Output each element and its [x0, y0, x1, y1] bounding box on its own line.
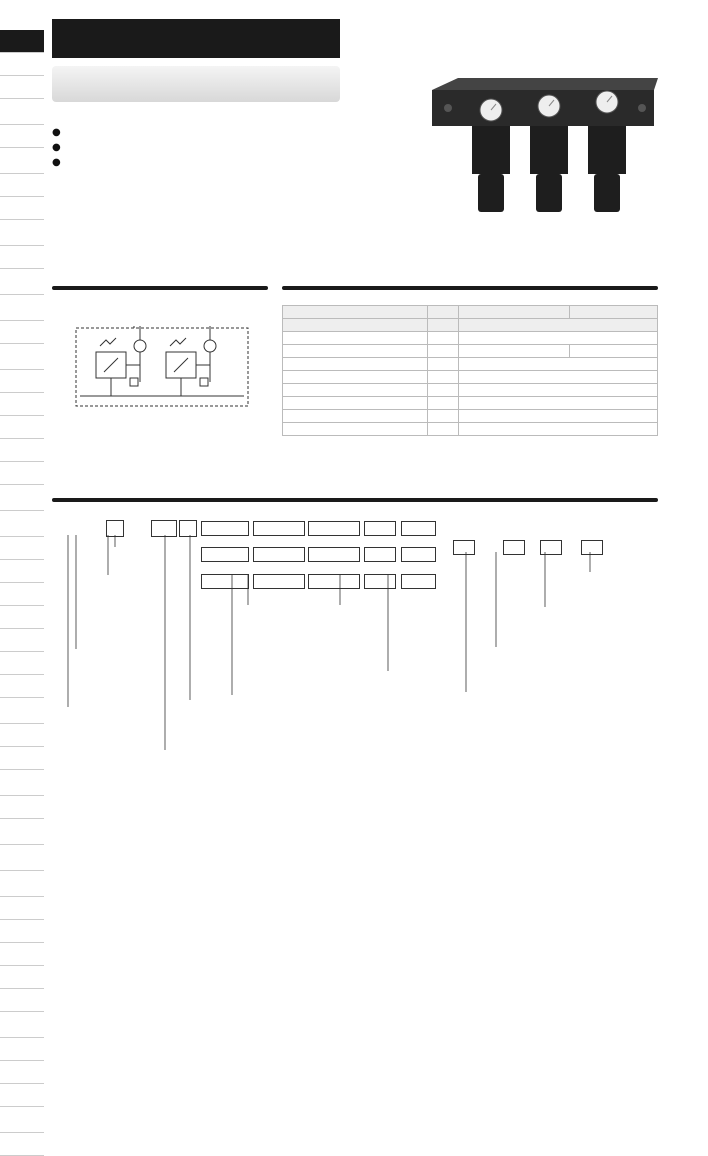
- table-cell: [283, 345, 428, 358]
- sidebar-item[interactable]: [0, 1038, 44, 1061]
- sidebar-item[interactable]: [0, 1133, 44, 1156]
- table-cell: [428, 358, 459, 371]
- sidebar-item[interactable]: [0, 295, 44, 321]
- table-cell: [459, 397, 658, 410]
- table-row: [283, 319, 658, 332]
- sidebar-item[interactable]: [0, 416, 44, 439]
- feature-list: [52, 125, 61, 170]
- table-cell: [428, 371, 459, 384]
- table-cell: [459, 332, 658, 345]
- table-row: [283, 358, 658, 371]
- table-cell: [283, 410, 428, 423]
- sidebar-item[interactable]: [0, 845, 44, 871]
- table-row: [283, 410, 658, 423]
- sidebar-item[interactable]: [0, 698, 44, 724]
- table-cell: [283, 319, 428, 332]
- sidebar-item[interactable]: [0, 174, 44, 197]
- sidebar-item[interactable]: [0, 197, 44, 220]
- pneumatic-symbol: [74, 326, 250, 410]
- section-divider: [52, 498, 658, 502]
- table-cell: [428, 397, 459, 410]
- code-box: [364, 521, 396, 536]
- model-code: [52, 66, 340, 102]
- table-cell: [570, 345, 658, 358]
- section-divider: [52, 286, 268, 290]
- sidebar-item[interactable]: [0, 943, 44, 966]
- table-cell: [459, 410, 658, 423]
- sidebar-item[interactable]: [0, 76, 44, 99]
- sidebar-item[interactable]: [0, 675, 44, 698]
- table-header-row: [283, 306, 658, 319]
- sidebar: [0, 30, 44, 1156]
- sidebar-item[interactable]: [0, 920, 44, 943]
- table-cell: [283, 332, 428, 345]
- spec-table: [282, 305, 658, 436]
- sidebar-item[interactable]: [0, 344, 44, 370]
- table-cell: [459, 319, 658, 332]
- sidebar-item[interactable]: [0, 1107, 44, 1133]
- table-cell: [428, 423, 459, 436]
- sidebar-item[interactable]: [0, 966, 44, 989]
- sidebar-item[interactable]: [0, 560, 44, 583]
- sidebar-item[interactable]: [0, 897, 44, 920]
- header-cell: [459, 306, 570, 319]
- sidebar-item[interactable]: [0, 1084, 44, 1107]
- sidebar-item[interactable]: [0, 99, 44, 125]
- table-cell: [459, 345, 570, 358]
- sidebar-item[interactable]: [0, 511, 44, 537]
- sidebar-item[interactable]: [0, 819, 44, 845]
- sidebar-item[interactable]: [0, 246, 44, 269]
- table-row: [283, 332, 658, 345]
- table-cell: [459, 371, 658, 384]
- table-row: [283, 384, 658, 397]
- sidebar-item[interactable]: [0, 370, 44, 393]
- code-box: [201, 521, 249, 536]
- sidebar-item[interactable]: [0, 724, 44, 747]
- sidebar-item[interactable]: [0, 871, 44, 897]
- header-cell: [283, 306, 428, 319]
- sidebar-item[interactable]: [0, 796, 44, 819]
- code-box: [401, 521, 436, 536]
- table-cell: [459, 358, 658, 371]
- table-cell: [459, 384, 658, 397]
- sidebar-item[interactable]: [0, 989, 44, 1012]
- feature-item: [52, 125, 61, 140]
- sidebar-item[interactable]: [0, 269, 44, 295]
- sidebar-item[interactable]: [0, 148, 44, 174]
- table-cell: [428, 332, 459, 345]
- table-cell: [283, 384, 428, 397]
- sidebar-item[interactable]: [0, 1061, 44, 1084]
- sidebar-item[interactable]: [0, 770, 44, 796]
- page-title: [52, 19, 340, 58]
- sidebar-item[interactable]: [0, 1012, 44, 1038]
- regulator-leader-lines: [450, 552, 610, 692]
- order-leader-lines: [60, 535, 440, 765]
- table-cell: [283, 371, 428, 384]
- sidebar-item[interactable]: [0, 439, 44, 462]
- sidebar-item[interactable]: [0, 485, 44, 511]
- table-cell: [428, 319, 459, 332]
- table-cell: [283, 397, 428, 410]
- product-image: [428, 76, 660, 218]
- sidebar-item[interactable]: [0, 125, 44, 148]
- table-row: [283, 345, 658, 358]
- sidebar-item[interactable]: [0, 629, 44, 652]
- sidebar-item[interactable]: [0, 583, 44, 606]
- header-cell: [570, 306, 658, 319]
- table-cell: [428, 410, 459, 423]
- feature-item: [52, 140, 61, 155]
- sidebar-item[interactable]: [0, 30, 44, 53]
- sidebar-item[interactable]: [0, 652, 44, 675]
- table-cell: [459, 423, 658, 436]
- sidebar-item[interactable]: [0, 537, 44, 560]
- sidebar-item[interactable]: [0, 321, 44, 344]
- sidebar-item[interactable]: [0, 462, 44, 485]
- sidebar-item[interactable]: [0, 53, 44, 76]
- sidebar-item[interactable]: [0, 220, 44, 246]
- table-row: [283, 371, 658, 384]
- section-divider: [282, 286, 658, 290]
- table-cell: [428, 384, 459, 397]
- table-cell: [428, 345, 459, 358]
- header-cell: [428, 306, 459, 319]
- sidebar-item[interactable]: [0, 747, 44, 770]
- code-box: [253, 521, 305, 536]
- sidebar-item[interactable]: [0, 606, 44, 629]
- feature-item: [52, 155, 61, 170]
- table-row: [283, 397, 658, 410]
- table-cell: [283, 358, 428, 371]
- table-row: [283, 423, 658, 436]
- code-box: [308, 521, 360, 536]
- sidebar-item[interactable]: [0, 393, 44, 416]
- table-cell: [283, 423, 428, 436]
